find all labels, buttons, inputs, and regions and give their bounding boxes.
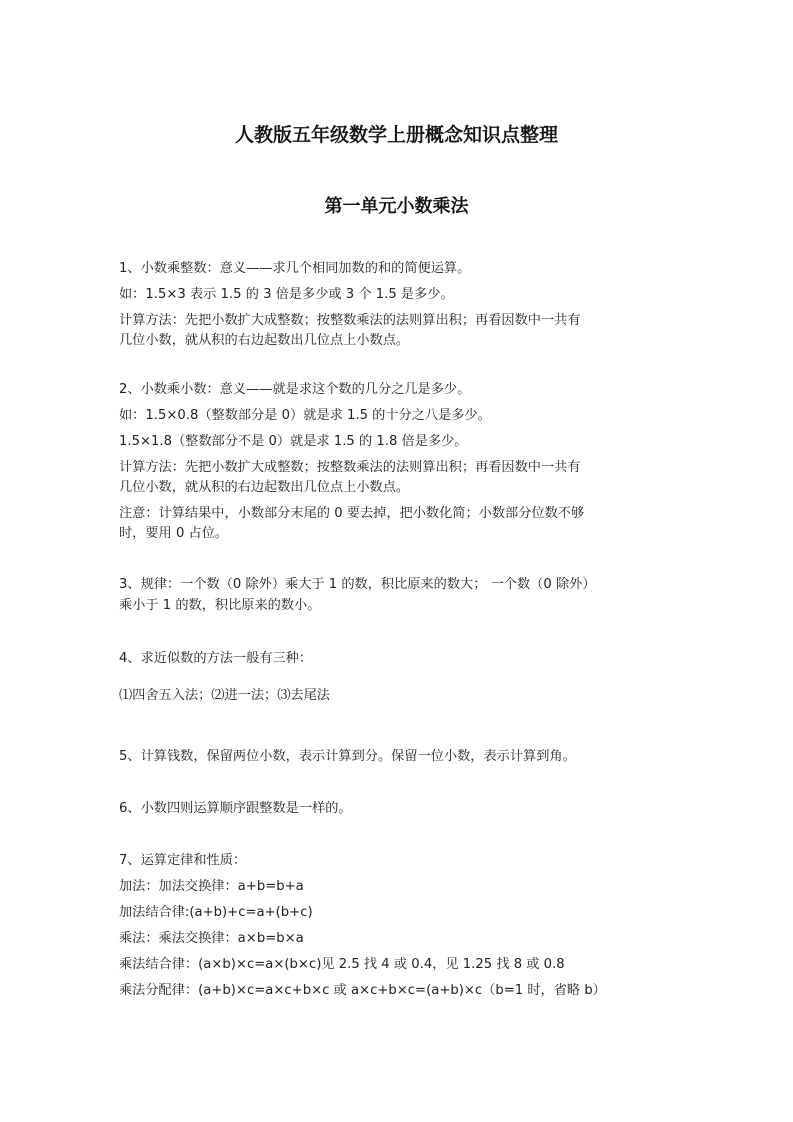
section-1-method-line-2: 几位小数，就从积的右边起数出几位点上小数点。 [119,333,410,348]
section-1-example: 如：1.5×3 表示 1.5 的 3 倍是多少或 3 个 1.5 是多少。 [119,287,454,302]
unit-title: 第一单元小数乘法 [324,196,469,217]
section-1-heading: 1、小数乘整数：意义——求几个相同加数的和的简便运算。 [119,261,471,276]
section-2-example-1: 如：1.5×0.8（整数部分是 0）就是求 1.5 的十分之八是多少。 [119,408,491,423]
section-5-line: 5、计算钱数，保留两位小数，表示计算到分。保留一位小数，表示计算到角。 [119,749,576,764]
section-3-line-2: 乘小于 1 的数，积比原来的数小。 [119,598,321,613]
section-4-heading: 4、求近似数的方法一般有三种： [119,651,313,666]
section-2-method-line-2: 几位小数，就从积的右边起数出几位点上小数点。 [119,480,410,495]
section-6-line: 6、小数四则运算顺序跟整数是一样的。 [119,801,352,816]
section-4-methods: ⑴四舍五入法；⑵进一法；⑶去尾法 [119,688,330,703]
section-2-note-line-2: 时，要用 0 占位。 [119,526,229,541]
section-2-heading: 2、小数乘小数：意义——就是求这个数的几分之几是多少。 [119,382,471,397]
addition-commutative-law: 加法：加法交换律：a+b=b+a [119,879,304,894]
multiplication-associative-law: 乘法结合律：(a×b)×c=a×(b×c)见 2.5 找 4 或 0.4，见 1.25 找 8 或 0.8 [119,957,565,972]
multiplication-commutative-law: 乘法：乘法交换律：a×b=b×a [119,931,304,946]
section-7-heading: 7、运算定律和性质： [119,853,247,868]
section-2-note-line-1: 注意：计算结果中，小数部分末尾的 0 要去掉，把小数化简；小数部分位数不够 [119,506,585,521]
section-2-method-line-1: 计算方法：先把小数扩大成整数；按整数乘法的法则算出积；再看因数中一共有 [119,460,581,475]
section-2-example-2: 1.5×1.8（整数部分不是 0）就是求 1.5 的 1.8 倍是多少。 [119,434,468,449]
addition-associative-law: 加法结合律:(a+b)+c=a+(b+c) [119,905,313,920]
section-1-method-line-1: 计算方法：先把小数扩大成整数；按整数乘法的法则算出积；再看因数中一共有 [119,313,581,328]
document-title: 人教版五年级数学上册概念知识点整理 [234,124,558,146]
section-3-line-1: 3、规律：一个数（0 除外）乘大于 1 的数，积比原来的数大； 一个数（0 除外） [119,577,596,592]
multiplication-distributive-law: 乘法分配律：(a+b)×c=a×c+b×c 或 a×c+b×c=(a+b)×c（b=1 时，省略 b） [119,983,606,998]
